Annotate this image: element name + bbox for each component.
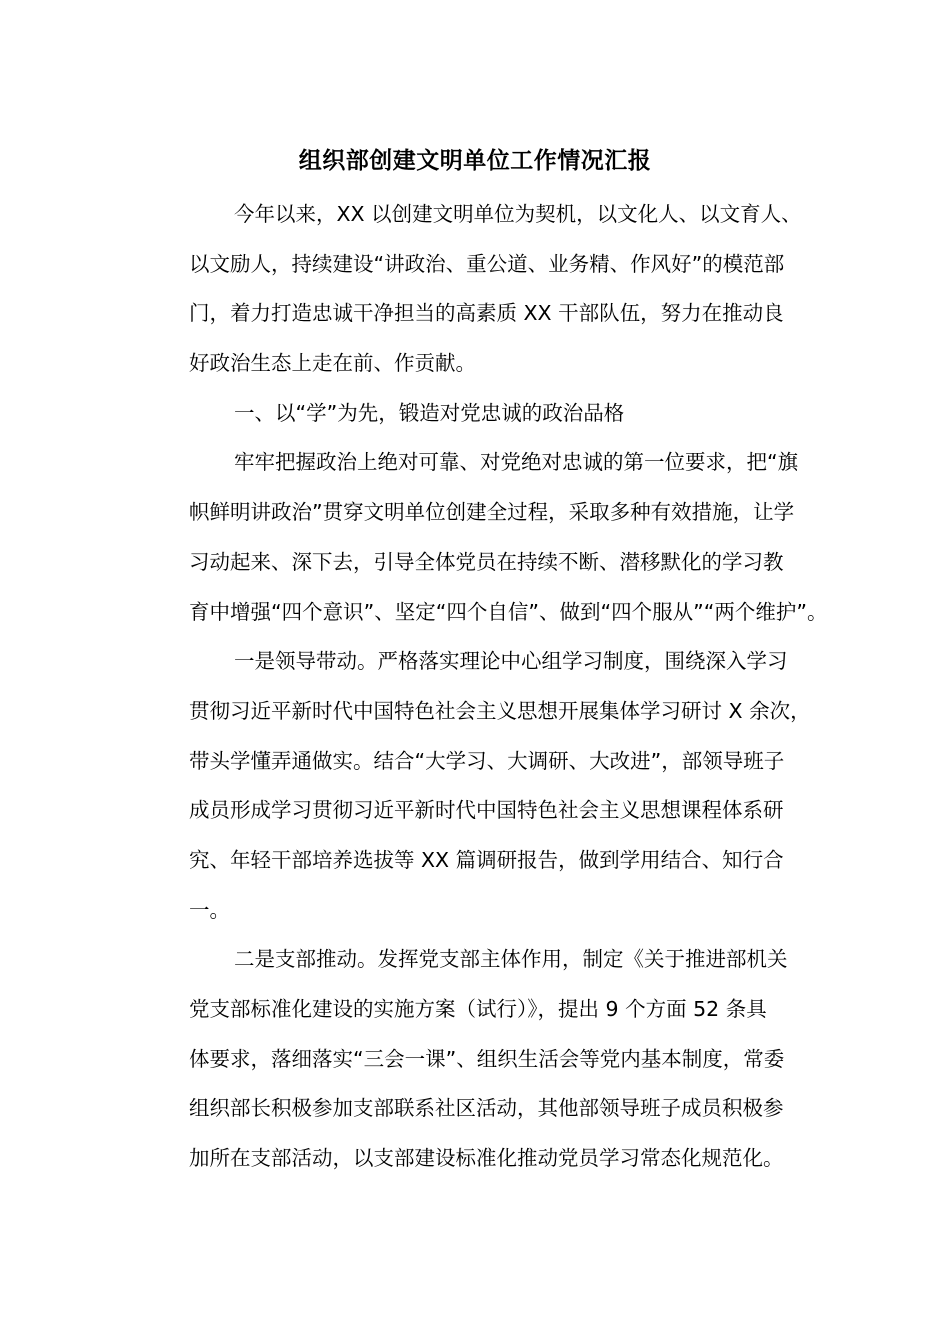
text-line: 今年以来，XX 以创建文明单位为契机，以文化人、以文育人、 xyxy=(234,202,802,226)
text-line: 一、以“学”为先，锻造对党忠诚的政治品格 xyxy=(234,400,625,425)
text-line: 组织部长积极参加支部联系社区活动，其他部领导班子成员积极参 xyxy=(189,1096,784,1121)
text-line: 成员形成学习贯彻习近平新时代中国特色社会主义思想课程体系研 xyxy=(189,798,784,823)
text-line: 究、年轻干部培养选拔等 XX 篇调研报告，做到学用结合、知行合 xyxy=(189,847,784,872)
text-line: 一。 xyxy=(189,897,230,922)
text-line: 以文励人，持续建设“讲政治、重公道、业务精、作风好”的模范部 xyxy=(189,251,785,276)
text-line: 育中增强“四个意识”、坚定“四个自信”、做到“四个服从”“两个维护”。 xyxy=(189,599,828,624)
text-line: 习动起来、深下去，引导全体党员在持续不断、潜移默化的学习教 xyxy=(189,549,784,574)
text-line: 带头学懂弄通做实。结合“大学习、大调研、大改进”，部领导班子 xyxy=(189,748,785,773)
text-line: 党支部标准化建设的实施方案（试行）》，提出 9 个方面 52 条具 xyxy=(189,997,767,1021)
text-line: 帜鲜明讲政治”贯穿文明单位创建全过程，采取多种有效措施，让学 xyxy=(189,500,795,525)
paragraph-intro xyxy=(144,190,834,389)
text-line: 体要求，落细落实“三会一课”、组织生活会等党内基本制度，常委 xyxy=(189,1046,785,1071)
text-line: 二是支部推动。发挥党支部主体作用，制定《关于推进部机关 xyxy=(234,947,788,972)
section-heading xyxy=(144,389,834,439)
document-title: 组织部创建文明单位工作情况汇报 xyxy=(298,148,652,174)
text-line: 门，着力打造忠诚干净担当的高素质 XX 干部队伍，努力在推动良 xyxy=(189,301,784,326)
paragraph-leadership xyxy=(144,637,834,935)
text-line: 好政治生态上走在前、作贡献。 xyxy=(189,351,476,376)
paragraph-branch xyxy=(144,935,834,1183)
document-body xyxy=(144,190,834,1184)
text-line: 一是领导带动。严格落实理论中心组学习制度，围绕深入学习 xyxy=(234,649,788,674)
paragraph-section-intro xyxy=(144,438,834,637)
text-line: 贯彻习近平新时代中国特色社会主义思想开展集体学习研讨 X 余次， xyxy=(189,698,811,723)
text-line: 加所在支部活动，以支部建设标准化推动党员学习常态化规范化。 xyxy=(189,1146,784,1171)
text-line: 牢牢把握政治上绝对可靠、对党绝对忠诚的第一位要求，把“旗 xyxy=(234,450,799,475)
